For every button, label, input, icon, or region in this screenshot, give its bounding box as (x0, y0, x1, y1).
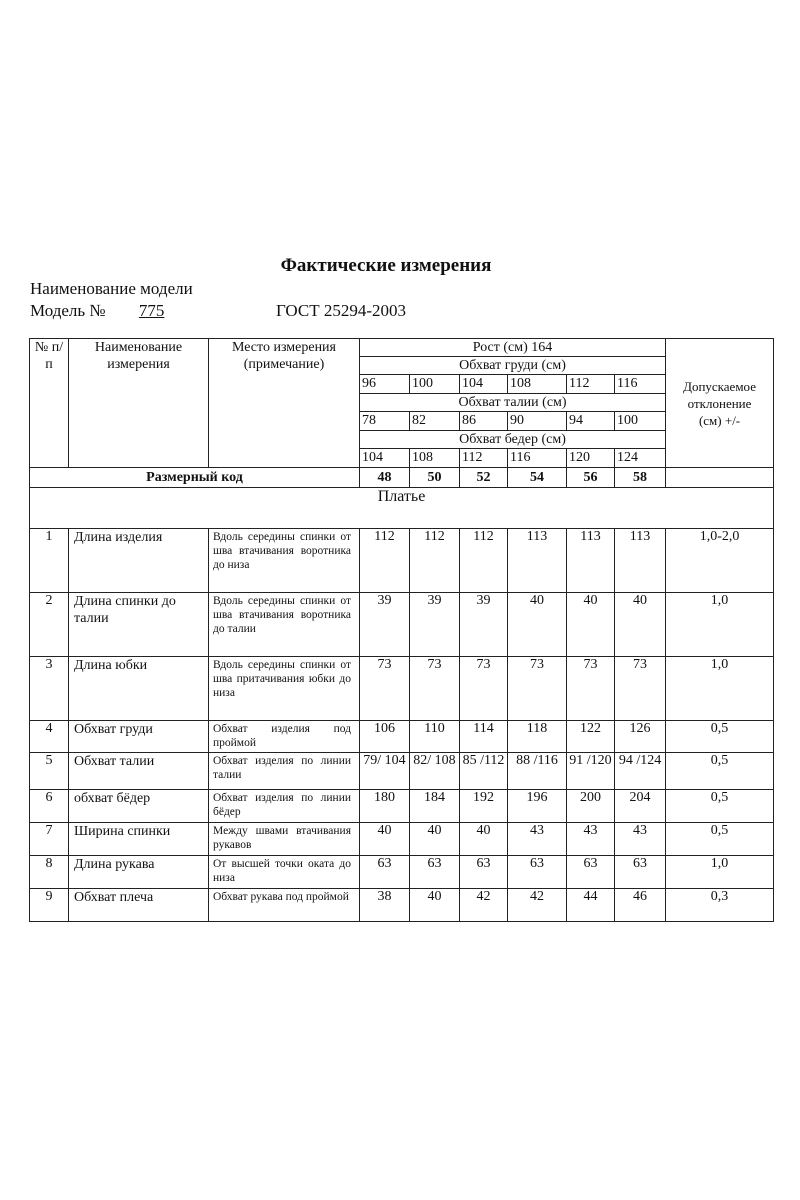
header-hips: Обхват бедер (см) (360, 431, 666, 449)
row-value: 73 (360, 657, 410, 721)
row-name: Обхват плеча (69, 889, 209, 922)
row-value: 40 (460, 823, 508, 856)
row-value: 43 (508, 823, 567, 856)
size-code-6: 58 (615, 468, 666, 488)
row-number: 6 (30, 790, 69, 823)
row-value: 82/ 108 (410, 753, 460, 790)
row-value: 43 (615, 823, 666, 856)
chest-value-6: 116 (615, 375, 666, 394)
row-value: 126 (615, 721, 666, 753)
row-value: 184 (410, 790, 460, 823)
size-code-row (30, 468, 774, 488)
row-note: Вдоль середины спинки от шва притачивания юбки до низа (209, 657, 360, 721)
model-line (30, 301, 790, 321)
row-tolerance: 0,3 (666, 889, 774, 922)
row-value: 42 (508, 889, 567, 922)
header-place: Место измерения (примечание) (209, 339, 360, 468)
row-value: 44 (567, 889, 615, 922)
row-value: 42 (460, 889, 508, 922)
model-name-label: Наименование модели (30, 279, 193, 298)
waist-value-4: 90 (508, 412, 567, 431)
measurements-table (29, 338, 774, 922)
row-value: 40 (567, 593, 615, 657)
row-value: 113 (508, 529, 567, 593)
row-value: 91 /120 (567, 753, 615, 790)
row-value: 73 (615, 657, 666, 721)
row-number: 5 (30, 753, 69, 790)
row-tolerance: 0,5 (666, 721, 774, 753)
row-value: 114 (460, 721, 508, 753)
table-row (30, 823, 774, 856)
row-tolerance: 1,0 (666, 593, 774, 657)
row-number: 9 (30, 889, 69, 922)
standard-label: ГОСТ 25294-2003 (276, 301, 407, 320)
waist-value-6: 100 (615, 412, 666, 431)
size-code-label: Размерный код (30, 468, 360, 488)
row-value: 40 (508, 593, 567, 657)
row-tolerance: 1,0 (666, 657, 774, 721)
section-title: Платье (30, 488, 774, 529)
size-code-2: 50 (410, 468, 460, 488)
chest-value-2: 100 (410, 375, 460, 394)
row-tolerance: 0,5 (666, 823, 774, 856)
row-tolerance: 0,5 (666, 753, 774, 790)
waist-value-1: 78 (360, 412, 410, 431)
hip-value-2: 108 (410, 449, 460, 468)
model-number: 775 (138, 301, 165, 320)
row-note: Вдоль середины спинки от шва втачивания воротника до низа (209, 529, 360, 593)
waist-value-2: 82 (410, 412, 460, 431)
row-value: 204 (615, 790, 666, 823)
row-value: 85 /112 (460, 753, 508, 790)
size-code-3: 52 (460, 468, 508, 488)
row-value: 73 (508, 657, 567, 721)
row-value: 112 (360, 529, 410, 593)
row-value: 200 (567, 790, 615, 823)
row-name: Обхват талии (69, 753, 209, 790)
model-label: Модель № (30, 301, 106, 320)
row-tolerance: 1,0-2,0 (666, 529, 774, 593)
row-value: 180 (360, 790, 410, 823)
waist-value-3: 86 (460, 412, 508, 431)
row-value: 46 (615, 889, 666, 922)
row-value: 112 (460, 529, 508, 593)
table-row (30, 753, 774, 790)
row-value: 196 (508, 790, 567, 823)
hip-value-3: 112 (460, 449, 508, 468)
row-name: Длина изделия (69, 529, 209, 593)
row-name: Обхват груди (69, 721, 209, 753)
hip-value-5: 120 (567, 449, 615, 468)
row-value: 63 (360, 856, 410, 889)
row-value: 40 (410, 889, 460, 922)
row-value: 73 (410, 657, 460, 721)
row-note: Обхват изделия под проймой (209, 721, 360, 753)
size-code-1: 48 (360, 468, 410, 488)
row-value: 39 (360, 593, 410, 657)
table-row (30, 721, 774, 753)
row-number: 8 (30, 856, 69, 889)
document-title: Фактические измерения (280, 255, 492, 276)
row-value: 43 (567, 823, 615, 856)
hip-value-4: 116 (508, 449, 567, 468)
table-row (30, 856, 774, 889)
row-value: 63 (460, 856, 508, 889)
table-row (30, 657, 774, 721)
row-value: 63 (410, 856, 460, 889)
table-row (30, 790, 774, 823)
row-value: 39 (410, 593, 460, 657)
row-name: Ширина спинки (69, 823, 209, 856)
size-code-tolerance-cell (666, 468, 774, 488)
row-note: От высшей точки оката до низа (209, 856, 360, 889)
table-row (30, 889, 774, 922)
row-name: Длина рукава (69, 856, 209, 889)
chest-value-5: 112 (567, 375, 615, 394)
row-value: 113 (567, 529, 615, 593)
header-height: Рост (см) 164 (360, 339, 666, 357)
waist-value-5: 94 (567, 412, 615, 431)
row-name: обхват бёдер (69, 790, 209, 823)
row-number: 7 (30, 823, 69, 856)
row-value: 63 (615, 856, 666, 889)
row-value: 113 (615, 529, 666, 593)
row-value: 88 /116 (508, 753, 567, 790)
row-tolerance: 0,5 (666, 790, 774, 823)
row-value: 63 (567, 856, 615, 889)
row-value: 40 (410, 823, 460, 856)
row-value: 73 (460, 657, 508, 721)
table-row (30, 593, 774, 657)
header-tolerance: Допускаемое отклонение (см) +/- (666, 339, 774, 468)
row-name: Длина спинки до талии (69, 593, 209, 657)
chest-value-1: 96 (360, 375, 410, 394)
row-value: 40 (615, 593, 666, 657)
row-value: 192 (460, 790, 508, 823)
row-value: 73 (567, 657, 615, 721)
header-num: № п/п (30, 339, 69, 468)
row-value: 106 (360, 721, 410, 753)
row-number: 4 (30, 721, 69, 753)
row-number: 2 (30, 593, 69, 657)
row-value: 63 (508, 856, 567, 889)
row-note: Обхват изделия по линии талии (209, 753, 360, 790)
size-code-4: 54 (508, 468, 567, 488)
row-tolerance: 1,0 (666, 856, 774, 889)
size-code-5: 56 (567, 468, 615, 488)
row-note: Обхват изделия по линии бёдер (209, 790, 360, 823)
row-value: 39 (460, 593, 508, 657)
table-row (30, 529, 774, 593)
header-chest: Обхват груди (см) (360, 357, 666, 375)
hip-value-1: 104 (360, 449, 410, 468)
row-note: Между швами втачивания рукавов (209, 823, 360, 856)
row-value: 38 (360, 889, 410, 922)
header-name: Наименование измерения (69, 339, 209, 468)
row-value: 112 (410, 529, 460, 593)
row-value: 122 (567, 721, 615, 753)
header-waist: Обхват талии (см) (360, 394, 666, 412)
row-value: 40 (360, 823, 410, 856)
hip-value-6: 124 (615, 449, 666, 468)
row-note: Вдоль середины спинки от шва втачивания воротника до талии (209, 593, 360, 657)
chest-value-3: 104 (460, 375, 508, 394)
row-note: Обхват рукава под проймой (209, 889, 360, 922)
row-name: Длина юбки (69, 657, 209, 721)
row-number: 3 (30, 657, 69, 721)
row-number: 1 (30, 529, 69, 593)
row-value: 94 /124 (615, 753, 666, 790)
row-value: 118 (508, 721, 567, 753)
chest-value-4: 108 (508, 375, 567, 394)
row-value: 79/ 104 (360, 753, 410, 790)
row-value: 110 (410, 721, 460, 753)
